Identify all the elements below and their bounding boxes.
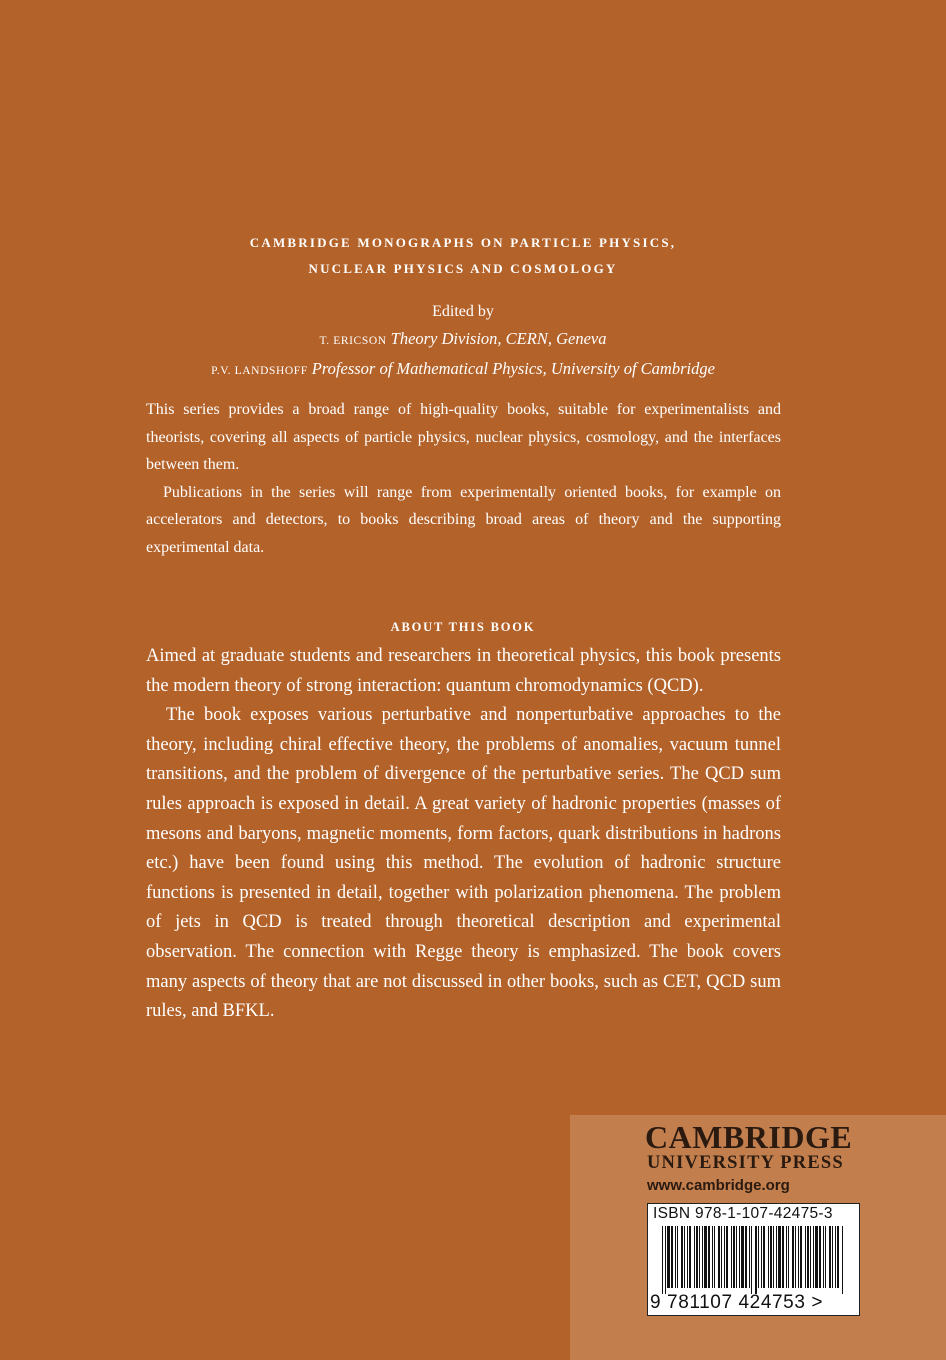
barcode-bar: [773, 1226, 774, 1288]
barcode-bar: [667, 1226, 670, 1288]
barcode-bar: [829, 1226, 831, 1288]
about-paragraph: The book exposes various perturbative and nonperturbative approaches to the theory, including chiral effective theory, the problems of anomalies, vacuum tunnel transitions, and the problem of divergence of the perturbative series. The QCD sum rules approach is exposed in detail. A great variety of hadronic properties (masses of mesons and baryons, magnetic moments, form factors, quark distributions in hadrons etc.) have been found using this method. The evolution of hadronic structure functions is presented in detail, together with polarization phenomena. The problem of jets in QCD is treated through theoretical description and experimental observation. The connection with Regge theory is emphasized. The book covers many aspects of theory that are not discussed in other books, such as CET, QCD sum rules, and BFKL.: [146, 705, 781, 1022]
editor-line: [0, 355, 926, 385]
series-description-paragraph: Publications in the series will range from experimentally oriented books, for example on accelerators and detectors, to books describing broad areas of theory and the supporting experimental data.: [146, 483, 781, 556]
barcode-bar: [758, 1226, 759, 1288]
barcode-bar: [813, 1226, 814, 1288]
barcode: [647, 1203, 860, 1316]
barcode-bar: [721, 1226, 722, 1288]
barcode-bar: [778, 1226, 781, 1288]
barcode-bar: [745, 1226, 747, 1288]
barcode-bar: [815, 1226, 818, 1288]
barcode-bar: [832, 1226, 833, 1288]
series-description-paragraph: This series provides a broad range of high-quality books, suitable for experimentalists and theorists, covering all aspects of particle physics, nuclear physics, cosmology, and the interfaces between them.: [146, 401, 781, 473]
barcode-bar: [749, 1226, 750, 1288]
barcode-bar: [733, 1226, 735, 1288]
barcode-bar: [800, 1226, 802, 1288]
edited-by-label: Edited by: [432, 303, 494, 320]
barcode-bar: [837, 1226, 839, 1288]
barcode-bars: [662, 1226, 846, 1294]
barcode-bar: [805, 1226, 806, 1288]
publisher-logo-name: CAMBRIDGE: [645, 1119, 853, 1155]
barcode-bar: [782, 1226, 784, 1288]
barcode-bar: [712, 1226, 713, 1288]
barcode-bar: [788, 1226, 789, 1288]
series-title-line-2: NUCLEAR PHYSICS AND COSMOLOGY: [308, 261, 618, 276]
barcode-bar: [687, 1226, 688, 1288]
barcode-bar: [665, 1226, 666, 1294]
barcode-bar: [755, 1226, 757, 1294]
barcode-bar: [714, 1226, 715, 1288]
barcode-bar: [798, 1226, 799, 1288]
series-title: [0, 230, 926, 282]
barcode-bar: [810, 1226, 811, 1288]
barcode-bar: [807, 1226, 809, 1288]
about-heading: ABOUT THIS BOOK: [390, 620, 536, 634]
barcode-bar: [694, 1226, 695, 1288]
barcode-bar: [823, 1226, 824, 1288]
editor-affiliation: Theory Division, CERN, Geneva: [390, 329, 607, 348]
barcode-digits: 9 781107 424753 >: [650, 1292, 824, 1313]
barcode-bar: [677, 1226, 678, 1288]
editor-line: [0, 325, 926, 355]
barcode-bar: [724, 1226, 725, 1288]
barcode-bar: [702, 1226, 703, 1288]
editors-block: [0, 298, 926, 385]
barcode-bar: [662, 1226, 663, 1294]
barcode-bar: [751, 1226, 752, 1294]
barcode-bar: [761, 1226, 762, 1288]
barcode-bar: [718, 1226, 720, 1288]
barcode-bar: [736, 1226, 737, 1288]
barcode-bar: [704, 1226, 707, 1288]
barcode-bar: [770, 1226, 772, 1288]
barcode-bar: [708, 1226, 710, 1288]
series-title-line-1: CAMBRIDGE MONOGRAPHS ON PARTICLE PHYSICS,: [249, 235, 677, 250]
barcode-bar: [689, 1226, 691, 1288]
barcode-bar: [731, 1226, 732, 1288]
barcode-bar: [825, 1226, 826, 1288]
barcode-bar: [819, 1226, 821, 1288]
barcode-bar: [696, 1226, 698, 1288]
publisher-logo-subtitle: UNIVERSITY PRESS: [647, 1153, 844, 1173]
barcode-bar: [768, 1226, 769, 1288]
barcode-bar: [681, 1226, 683, 1288]
about-paragraph: Aimed at graduate students and researchers in theoretical physics, this book presents the modern theory of strong interaction: quantum chromodynamics (QCD).: [146, 646, 781, 696]
isbn-label: ISBN 978-1-107-42475-3: [653, 1205, 833, 1222]
barcode-bar: [763, 1226, 765, 1288]
barcode-bar: [675, 1226, 676, 1288]
editor-name: P.V. LANDSHOFF: [211, 365, 308, 377]
publisher-url: www.cambridge.org: [647, 1177, 790, 1194]
editor-name: T. ERICSON: [319, 335, 387, 347]
about-body: [146, 642, 781, 1027]
barcode-bar: [776, 1226, 777, 1288]
barcode-bar: [741, 1226, 744, 1288]
barcode-bar: [795, 1226, 796, 1288]
barcode-bar: [671, 1226, 673, 1288]
barcode-bar: [792, 1226, 794, 1288]
editor-affiliation: Professor of Mathematical Physics, University of Cambridge: [311, 359, 715, 378]
series-description: [146, 396, 781, 561]
barcode-bar: [684, 1226, 685, 1288]
barcode-bar: [835, 1226, 836, 1288]
barcode-bar: [699, 1226, 700, 1288]
barcode-bar: [726, 1226, 728, 1288]
barcode-bar: [786, 1226, 787, 1288]
publisher-panel: [570, 1115, 946, 1360]
barcode-bar: [842, 1226, 843, 1294]
barcode-bar: [739, 1226, 740, 1288]
